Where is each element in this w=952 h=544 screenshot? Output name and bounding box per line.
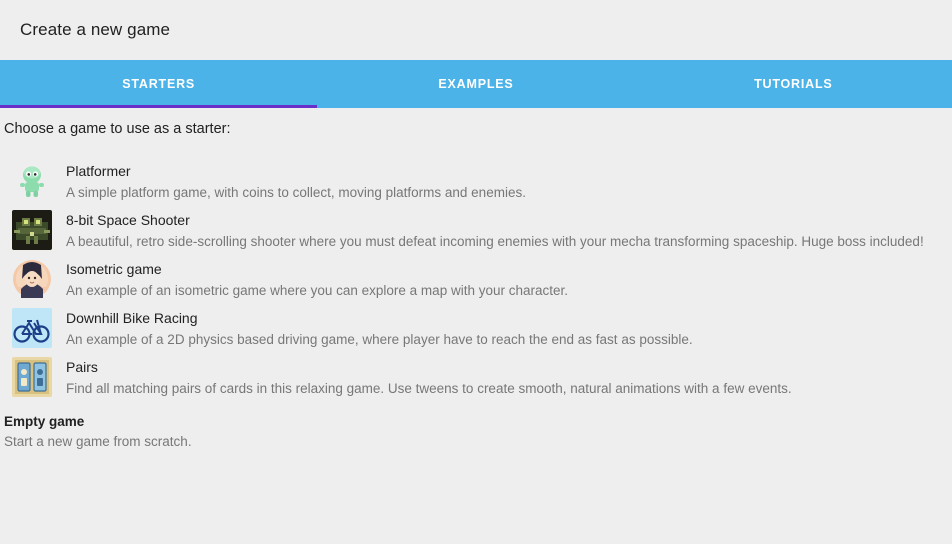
starter-name: 8-bit Space Shooter bbox=[66, 212, 190, 228]
bike-racing-icon bbox=[12, 308, 52, 348]
tab-tutorials[interactable]: TUTORIALS bbox=[754, 77, 833, 91]
dialog-content bbox=[0, 108, 952, 544]
list-item[interactable] bbox=[0, 157, 952, 206]
starter-name: Platformer bbox=[66, 163, 131, 179]
starter-list bbox=[0, 157, 952, 402]
list-item[interactable] bbox=[0, 206, 952, 255]
tab-starters[interactable]: STARTERS bbox=[122, 77, 196, 91]
starter-name: Downhill Bike Racing bbox=[66, 310, 198, 326]
choose-starter-label: Choose a game to use as a starter: bbox=[4, 121, 231, 137]
list-item[interactable] bbox=[0, 255, 952, 304]
list-item-texts bbox=[66, 357, 952, 398]
starter-name: Isometric game bbox=[66, 261, 162, 277]
space-shooter-mecha-icon bbox=[12, 210, 52, 250]
list-item-texts bbox=[66, 259, 952, 300]
starter-description: Find all matching pairs of cards in this relaxing game. Use tweens to create smooth, natural animations with a few events. bbox=[66, 381, 792, 396]
pairs-cards-icon bbox=[12, 357, 52, 397]
tab-bar bbox=[0, 60, 952, 108]
platformer-character-icon bbox=[12, 161, 52, 201]
isometric-character-icon bbox=[12, 259, 52, 299]
starter-description: A beautiful, retro side-scrolling shooter where you must defeat incoming enemies with your mecha transforming spaceship. Huge boss included! bbox=[66, 234, 924, 249]
list-item-texts bbox=[66, 210, 952, 251]
list-item-texts bbox=[66, 308, 952, 349]
tab-examples[interactable]: EXAMPLES bbox=[438, 77, 514, 91]
starter-description: An example of a 2D physics based driving game, where player have to reach the end as fast as possible. bbox=[66, 332, 693, 347]
page-title: Create a new game bbox=[20, 20, 171, 39]
empty-game-name: Empty game bbox=[4, 414, 85, 429]
starter-name: Pairs bbox=[66, 359, 98, 375]
empty-game-description: Start a new game from scratch. bbox=[4, 434, 192, 449]
starter-description: An example of an isometric game where you can explore a map with your character. bbox=[66, 283, 568, 298]
empty-game-item[interactable] bbox=[0, 402, 952, 452]
list-item[interactable] bbox=[0, 353, 952, 402]
list-item-texts bbox=[66, 161, 952, 202]
list-item[interactable] bbox=[0, 304, 952, 353]
dialog-titlebar bbox=[0, 0, 952, 60]
starter-description: A simple platform game, with coins to collect, moving platforms and enemies. bbox=[66, 185, 526, 200]
